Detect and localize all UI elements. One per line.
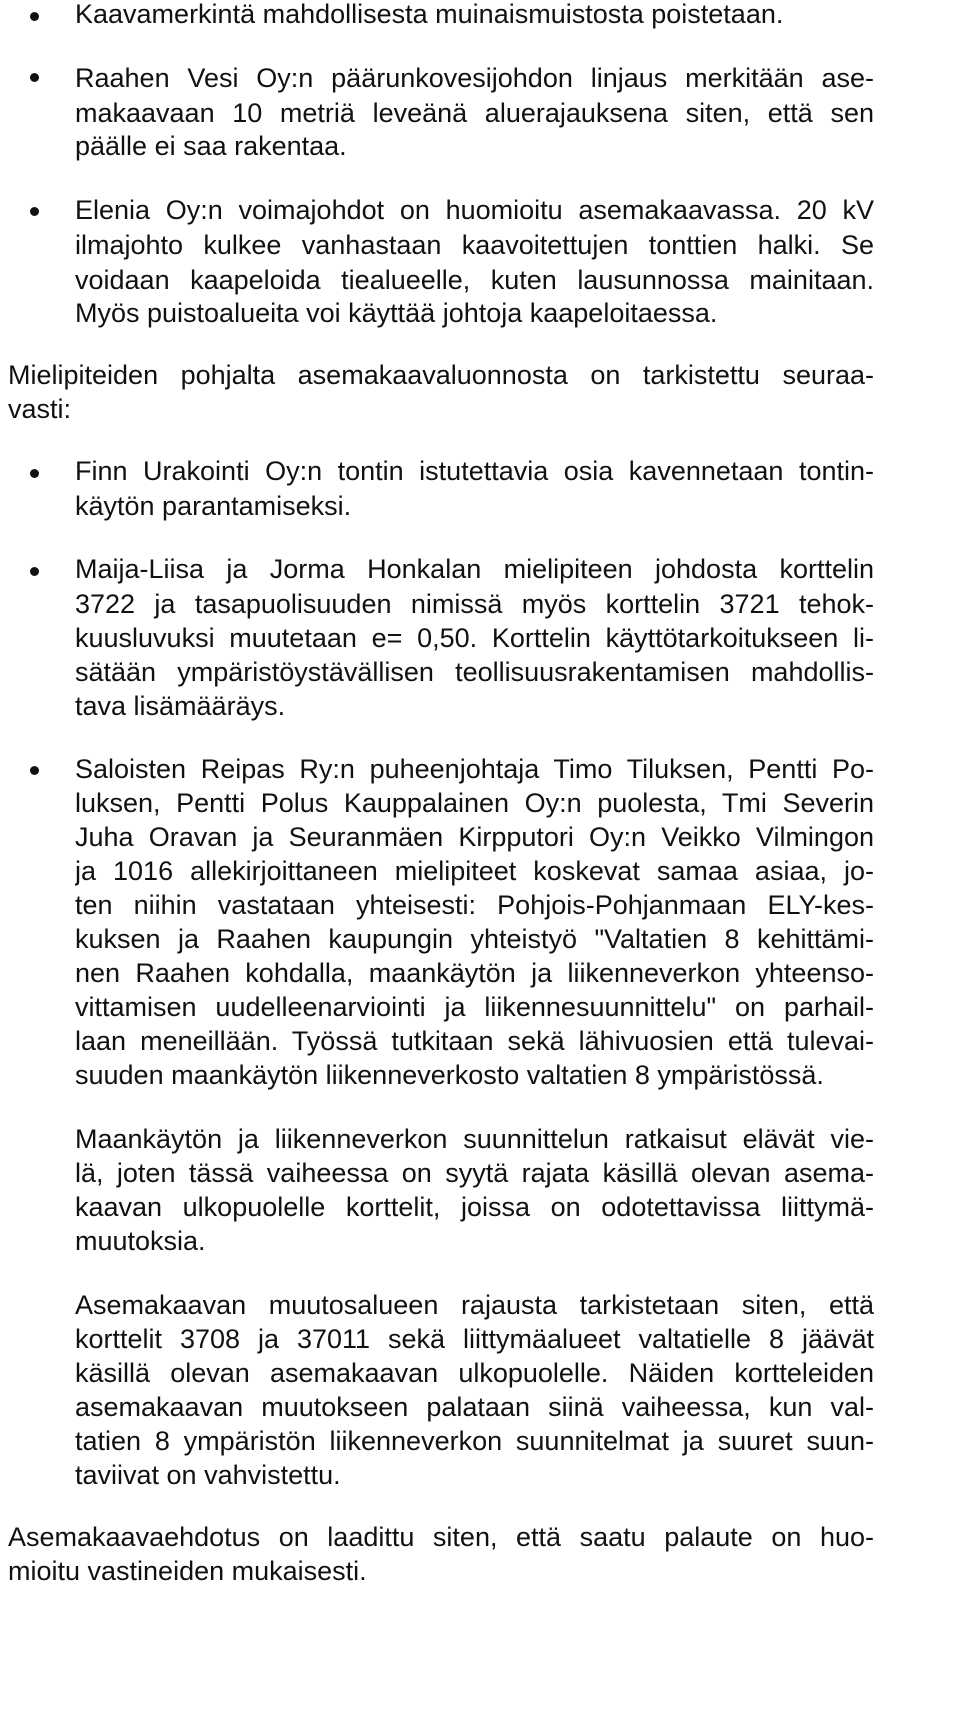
text-line: Juha Oravan ja Seuranmäen Kirpputori Oy:n Veikko Vilmingon (75, 822, 874, 852)
text-line: ten niihin vastataan yhteisesti: Pohjois-Pohjanmaan ELY-kes- (75, 890, 874, 920)
text-line: Kaavamerkintä mahdollisesta muinaismuistosta poistetaan. (75, 0, 784, 29)
text-line: sätään ympäristöystävällisen teollisuusrakentamisen mahdollis- (75, 657, 874, 687)
text-line: lä, joten tässä vaiheessa on syytä rajata käsillä olevan asema- (75, 1158, 874, 1188)
text-line: Mielipiteiden pohjalta asemakaavaluonnosta on tarkistettu seuraa- (8, 360, 874, 390)
text-line: Myös puistoalueita voi käyttää johtoja kaapeloitaessa. (75, 298, 718, 328)
text-line: luksen, Pentti Polus Kauppalainen Oy:n puolesta, Tmi Severin (75, 788, 874, 818)
text-line: korttelit 3708 ja 37011 sekä liittymäalueet valtatielle 8 jäävät (75, 1324, 874, 1354)
text-line: tatien 8 ympäristön liikenneverkon suunnitelmat ja suuret suun- (75, 1426, 874, 1456)
text-line: taviivat on vahvistettu. (75, 1460, 341, 1490)
text-line: nen Raahen kohdalla, maankäytön ja liikenneverkon yhteenso- (75, 958, 874, 988)
text-line: muutoksia. (75, 1226, 206, 1256)
bullet-icon (30, 766, 39, 775)
text-line: kuusluvuksi muutetaan e= 0,50. Korttelin käyttötarkoitukseen li- (75, 623, 874, 653)
text-line: Asemakaavan muutosalueen rajausta tarkistetaan siten, että (75, 1290, 874, 1320)
text-line: Maankäytön ja liikenneverkon suunnittelun ratkaisut elävät vie- (75, 1124, 874, 1154)
text-line: Saloisten Reipas Ry:n puheenjohtaja Timo Tiluksen, Pentti Po- (75, 754, 874, 784)
text-line: suuden maankäytön liikenneverkosto valtatien 8 ympäristössä. (75, 1060, 824, 1090)
bullet-icon (30, 73, 39, 82)
text-line: voidaan kaapeloida tiealueelle, kuten lausunnossa mainitaan. (75, 265, 874, 295)
text-line: laan meneillään. Työssä tutkitaan sekä lähivuosien että tulevai- (75, 1026, 874, 1056)
text-line: käsillä olevan asemakaavan ulkopuolelle. Näiden kortteleiden (75, 1358, 874, 1388)
text-line: Finn Urakointi Oy:n tontin istutettavia osia kavennetaan tontin- (75, 456, 874, 486)
bullet-icon (30, 12, 39, 21)
text-line: Raahen Vesi Oy:n päärunkovesijohdon linjaus merkitään ase- (75, 63, 874, 93)
bullet-icon (30, 567, 39, 576)
text-line: vittamisen uudelleenarviointi ja liikennesuunnittelu" on parhail- (75, 992, 874, 1022)
text-line: Maija-Liisa ja Jorma Honkalan mielipiteen johdosta korttelin (75, 554, 874, 584)
text-line: 3722 ja tasapuolisuuden nimissä myös korttelin 3721 tehok- (75, 589, 874, 619)
bullet-icon (30, 207, 39, 216)
text-line: Asemakaavaehdotus on laadittu siten, että saatu palaute on huo- (8, 1522, 874, 1552)
text-line: päälle ei saa rakentaa. (75, 131, 347, 161)
text-line: Elenia Oy:n voimajohdot on huomioitu asemakaavassa. 20 kV (75, 195, 874, 225)
bullet-icon (30, 469, 39, 478)
text-line: ilmajohto kulkee vanhastaan kaavoitettujen tonttien halki. Se (75, 230, 874, 260)
text-line: makaavaan 10 metriä leveänä aluerajauksena siten, että sen (75, 98, 874, 128)
text-line: mioitu vastineiden mukaisesti. (8, 1556, 367, 1586)
text-line: kuksen ja Raahen kaupungin yhteistyö "Valtatien 8 kehittämi- (75, 924, 874, 954)
text-line: vasti: (8, 394, 72, 424)
text-line: asemakaavan muutokseen palataan siinä vaiheessa, kun val- (75, 1392, 874, 1422)
text-line: tava lisämääräys. (75, 691, 286, 721)
text-line: kaavan ulkopuolelle korttelit, joissa on odotettavissa liittymä- (75, 1192, 874, 1222)
text-line: käytön parantamiseksi. (75, 491, 352, 521)
text-line: ja 1016 allekirjoittaneen mielipiteet koskevat samaa asiaa, jo- (75, 856, 874, 886)
